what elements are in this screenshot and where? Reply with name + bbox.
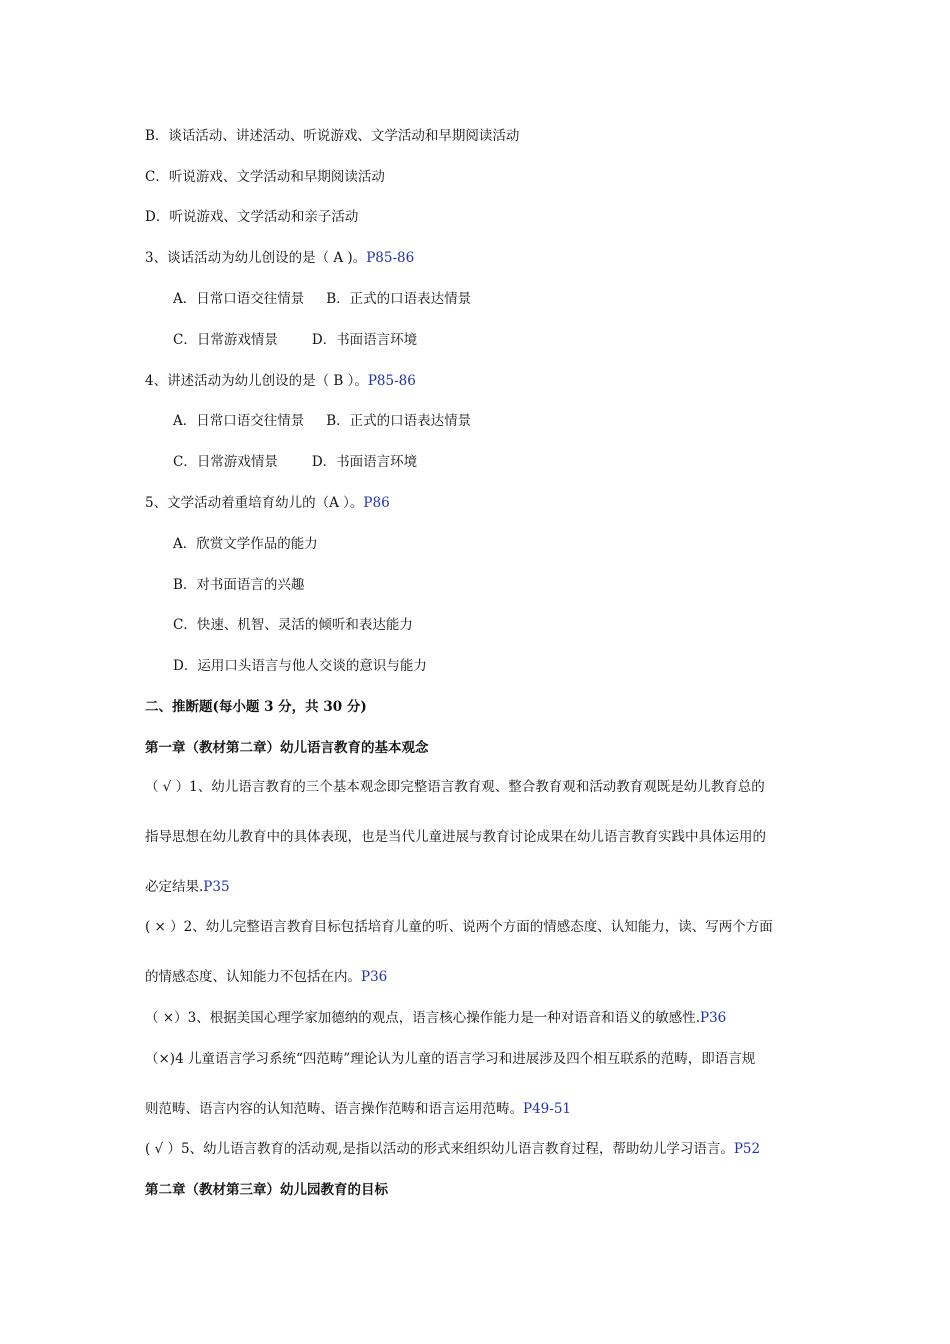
q5-option-d: D．运用口头语言与他人交谈的意识与能力 (173, 658, 427, 674)
judgment-4-line-1: （×)4 儿童语言学习系统“四范畴”理论认为儿童的语言学习和进展涉及四个相互联系的范畴，即语言规 (145, 1051, 756, 1067)
q4-options-ab (173, 412, 471, 430)
chapter-2-heading: 第二章（教材第三章）幼儿园教育的目标 (145, 1182, 388, 1198)
judgment-5 (145, 1140, 760, 1158)
q3-stem-text: 3、谈话活动为幼儿创设的是（ A )。 (145, 250, 367, 266)
judgment-1-text: 必定结果. (145, 879, 204, 895)
q5-option-c: C．快速、机智、灵活的倾听和表达能力 (173, 617, 413, 633)
q3-option-b: B．正式的口语表达情景 (326, 291, 472, 307)
section-heading: 二、推断题(每小题 3 分，共 30 分) (145, 699, 367, 715)
q3-stem (145, 249, 414, 267)
q3-options-ab (173, 290, 471, 308)
q4-option-c: C．日常游戏情景 (173, 454, 278, 470)
judgment-2-page-ref: P36 (361, 969, 388, 985)
q2-option-b: B．谈话活动、讲述活动、听说游戏、文学活动和早期阅读活动 (145, 128, 520, 144)
judgment-5-text: ( √ ）5、幼儿语言教育的活动观,是指以活动的形式来组织幼儿语言教育过程，帮助幼儿学习语言。 (145, 1141, 734, 1157)
judgment-4-page-ref: P49-51 (523, 1101, 572, 1117)
q4-option-d: D．书面语言环境 (311, 454, 418, 470)
q4-option-a: A．日常口语交往情景 (173, 413, 305, 429)
judgment-4-line-2 (145, 1100, 571, 1118)
q5-option-b: B．对书面语言的兴趣 (173, 577, 305, 593)
judgment-1-page-ref: P35 (203, 879, 230, 895)
judgment-3-page-ref: P36 (699, 1010, 727, 1026)
judgment-1-line-3 (145, 878, 230, 896)
judgment-1-line-2: 指导思想在幼儿教育中的具体表现，也是当代儿童进展与教育讨论成果在幼儿语言教育实践中具体运用的 (145, 829, 766, 845)
q4-page-ref: P85-86 (367, 373, 416, 389)
q3-page-ref: P85-86 (366, 250, 415, 266)
judgment-3 (145, 1009, 726, 1027)
q4-options-cd (173, 453, 417, 471)
q3-option-d: D．书面语言环境 (311, 332, 418, 348)
q3-option-a: A．日常口语交往情景 (173, 291, 305, 307)
q5-option-a: A．欣赏文学作品的能力 (173, 536, 318, 552)
judgment-5-page-ref: P52 (733, 1141, 761, 1157)
q5-stem-text: 5、文学活动着重培育幼儿的（A ）。 (145, 495, 364, 511)
judgment-4-text: 则范畴、语言内容的认知范畴、语言操作范畴和语言运用范畴。 (145, 1101, 523, 1117)
q5-stem (145, 494, 390, 512)
q4-option-b: B．正式的口语表达情景 (326, 413, 472, 429)
judgment-2-line-1: ( × ）2、幼儿完整语言教育目标包括培育儿童的听、说两个方面的情感态度、认知能力，读、写两个方面 (145, 919, 773, 935)
q2-option-d: D．听说游戏、文学活动和亲子活动 (145, 209, 359, 225)
judgment-2-text: 的情感态度、认知能力不包括在内。 (145, 969, 361, 985)
q5-page-ref: P86 (363, 495, 390, 511)
q3-option-c: C．日常游戏情景 (173, 332, 278, 348)
q4-stem (145, 372, 416, 390)
judgment-3-text: （ ×）3、根据美国心理学家加德纳的观点，语言核心操作能力是一种对语音和语义的敏感性. (145, 1010, 700, 1026)
chapter-1-heading: 第一章（教材第二章）幼儿语言教育的基本观念 (145, 740, 429, 756)
q3-options-cd (173, 331, 417, 349)
judgment-2-line-2 (145, 968, 387, 986)
judgment-1-line-1: （ √ ）1、幼儿语言教育的三个基本观念即完整语言教育观、整合教育观和活动教育观既是幼儿教育总的 (145, 779, 765, 795)
q4-stem-text: 4、讲述活动为幼儿创设的是（ B ）。 (145, 373, 368, 389)
q2-option-c: C．听说游戏、文学活动和早期阅读活动 (145, 169, 385, 185)
